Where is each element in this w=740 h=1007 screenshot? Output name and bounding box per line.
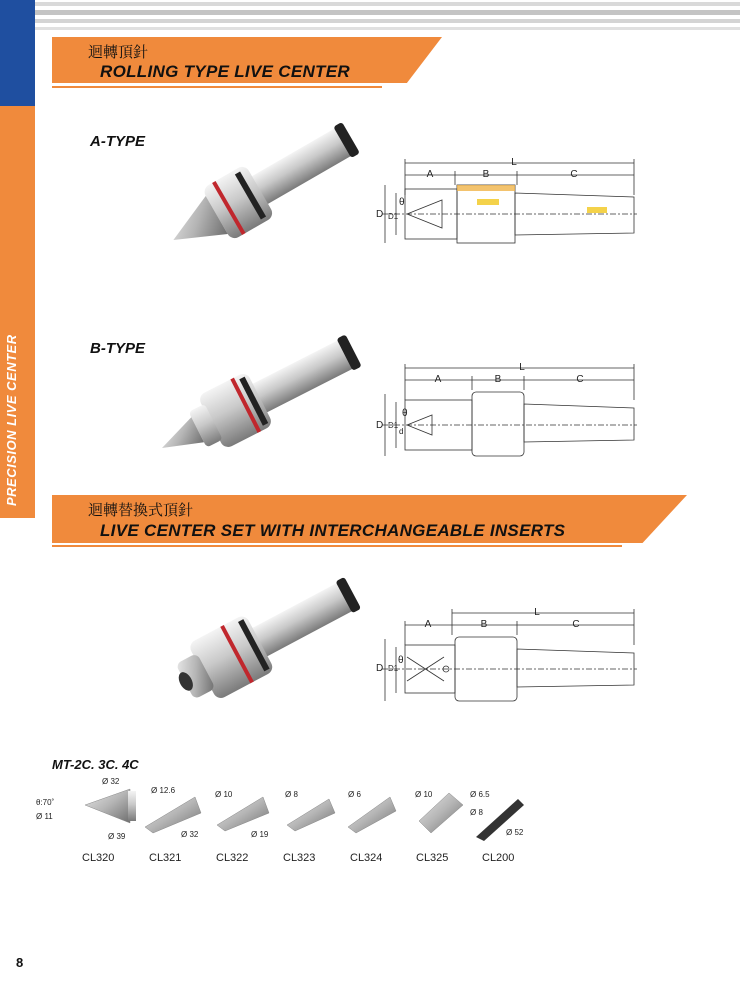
cl322-d-base: Ø 19: [251, 830, 269, 839]
set-product-image: [150, 572, 370, 712]
dim-theta: θ: [399, 197, 405, 208]
dim-D: D: [376, 663, 384, 674]
inserts-title: MT-2C. 3C. 4C: [52, 757, 139, 772]
dim-C: C: [570, 169, 578, 180]
cl321-d-base: Ø 32: [181, 830, 199, 839]
insert-cl200: [470, 790, 524, 841]
section1-title-zh: 迴轉頂針: [88, 44, 149, 61]
cl324-d-top: Ø 6: [348, 790, 361, 799]
insert-code-cl323: CL323: [283, 852, 316, 864]
insert-code-cl325: CL325: [416, 852, 449, 864]
dim-L: L: [511, 157, 517, 168]
dim-B: B: [480, 619, 488, 630]
cl200-d-top: Ø 6.5: [470, 790, 490, 799]
a-type-label: A-TYPE: [90, 133, 146, 150]
dim-D: D: [376, 209, 384, 220]
insert-cl324: [348, 790, 396, 833]
cl321-d-top: Ø 12.6: [151, 786, 176, 795]
dim-B: B: [494, 374, 502, 385]
cl325-d-top: Ø 10: [415, 790, 433, 799]
insert-code-cl324: CL324: [350, 852, 383, 864]
insert-cl323: [285, 790, 335, 831]
dim-A: A: [434, 374, 442, 385]
a-type-product-image: [150, 120, 370, 260]
section2-title-zh: 迴轉替換式頂針: [88, 502, 194, 519]
angle-note: θ:70˚: [36, 798, 55, 807]
dim-L: L: [534, 607, 540, 618]
dim-D1: D1: [388, 664, 399, 673]
header-stripes: [35, 0, 740, 40]
dim-A: A: [424, 619, 432, 630]
dim-C: C: [572, 619, 580, 630]
set-drawing: [362, 605, 642, 705]
dim-L: L: [519, 362, 525, 373]
dim-C: C: [576, 374, 584, 385]
side-tab: [0, 106, 35, 518]
insert-code-cl320: CL320: [82, 852, 115, 864]
page-number: 8: [16, 955, 24, 970]
dim-B: B: [482, 169, 490, 180]
dim-theta: θ: [402, 408, 408, 419]
insert-cl325: [415, 790, 463, 833]
cl200-d-base: Ø 52: [506, 828, 524, 837]
dim-D: D: [376, 420, 384, 431]
cl200-d-side: Ø 8: [470, 808, 483, 817]
dim-theta: θ: [398, 655, 404, 666]
insert-cl322: [215, 790, 269, 839]
b-type-label: B-TYPE: [90, 340, 146, 357]
a-type-drawing: [362, 155, 642, 250]
dim-d: d: [399, 427, 404, 436]
side-tab-label: PRECISION LIVE CENTER: [4, 334, 19, 506]
side-tab-blue: [0, 0, 35, 106]
section1-title-en: ROLLING TYPE LIVE CENTER: [100, 62, 350, 81]
insert-cl320: [36, 777, 136, 841]
dim-A: A: [426, 169, 434, 180]
inserts-drawing: [30, 775, 550, 850]
dim-D1: D1: [388, 212, 399, 221]
cl320-d-base: Ø 39: [108, 832, 126, 841]
b-type-drawing: [362, 360, 642, 460]
insert-code-cl200: CL200: [482, 852, 515, 864]
cl320-d-top: Ø 32: [102, 777, 120, 786]
cl323-d-top: Ø 8: [285, 790, 298, 799]
insert-cl321: [145, 786, 201, 839]
b-type-product-image: [150, 328, 370, 468]
cl320-d-side: Ø 11: [36, 812, 53, 821]
cl322-d-top: Ø 10: [215, 790, 233, 799]
dim-D1: D1: [388, 421, 399, 430]
insert-code-cl321: CL321: [149, 852, 182, 864]
section2-title-en: LIVE CENTER SET WITH INTERCHANGEABLE INSERTS: [100, 521, 566, 540]
insert-code-cl322: CL322: [216, 852, 249, 864]
